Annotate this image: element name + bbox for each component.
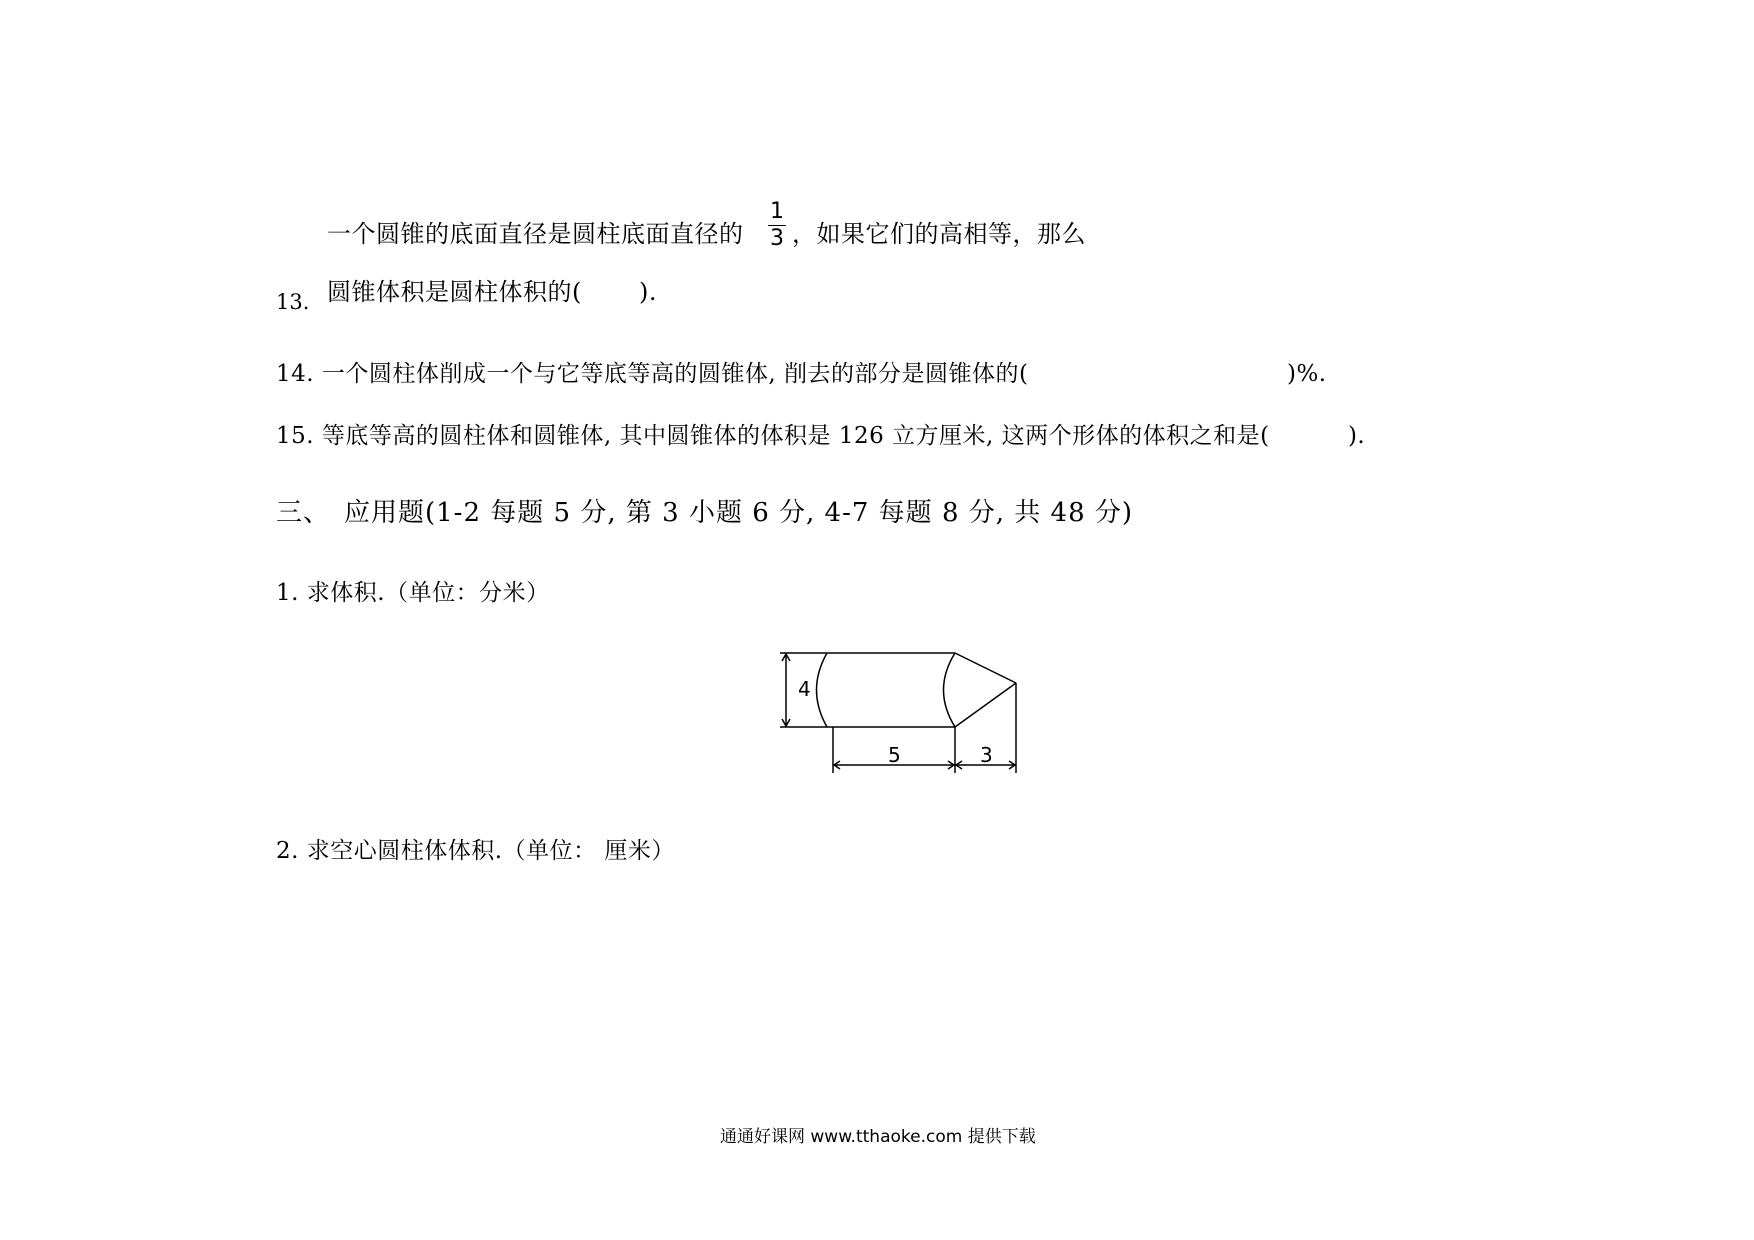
q13-line2: 圆锥体积是圆柱体积的( ). — [327, 278, 657, 306]
cylinder-cone-junction — [944, 653, 956, 727]
q15-text: 15. 等底等高的圆柱体和圆锥体, 其中圆锥体的体积是 126 立方厘米, 这两个形体的体积之和是( ). — [276, 423, 1366, 449]
cylinder-cone-figure — [780, 645, 1030, 780]
q13-line1-post: ，如果它们的高相等，那么 — [792, 220, 1086, 248]
q13-fraction — [766, 200, 788, 251]
cone-bottom-side — [955, 683, 1016, 727]
dim-height-label: 4 — [798, 677, 811, 701]
fraction-numerator: 1 — [770, 199, 784, 224]
q14-text: 14. 一个圆柱体削成一个与它等底等高的圆锥体, 削去的部分是圆锥体的( )%. — [276, 361, 1327, 387]
cone-top-side — [955, 653, 1016, 683]
dim-cylinder-length-label: 5 — [888, 743, 901, 767]
problem-2-text: 2. 求空心圆柱体体积.（单位： 厘米） — [276, 838, 675, 864]
dim-cone-length-label: 3 — [980, 743, 993, 767]
q13-line1-pre: 一个圆锥的底面直径是圆柱底面直径的 — [327, 220, 744, 248]
fraction-denominator: 3 — [770, 226, 784, 251]
footer-text: 通通好课网 www.tthaoke.com 提供下载 — [720, 1127, 1036, 1147]
q13-number: 13. — [276, 290, 310, 314]
problem-1-text: 1. 求体积.（单位：分米） — [276, 580, 550, 606]
section-3-heading: 三、 应用题(1-2 每题 5 分, 第 3 小题 6 分, 4-7 每题 8 分, 共 48 分) — [276, 498, 1134, 528]
cylinder-left-end — [817, 653, 828, 727]
